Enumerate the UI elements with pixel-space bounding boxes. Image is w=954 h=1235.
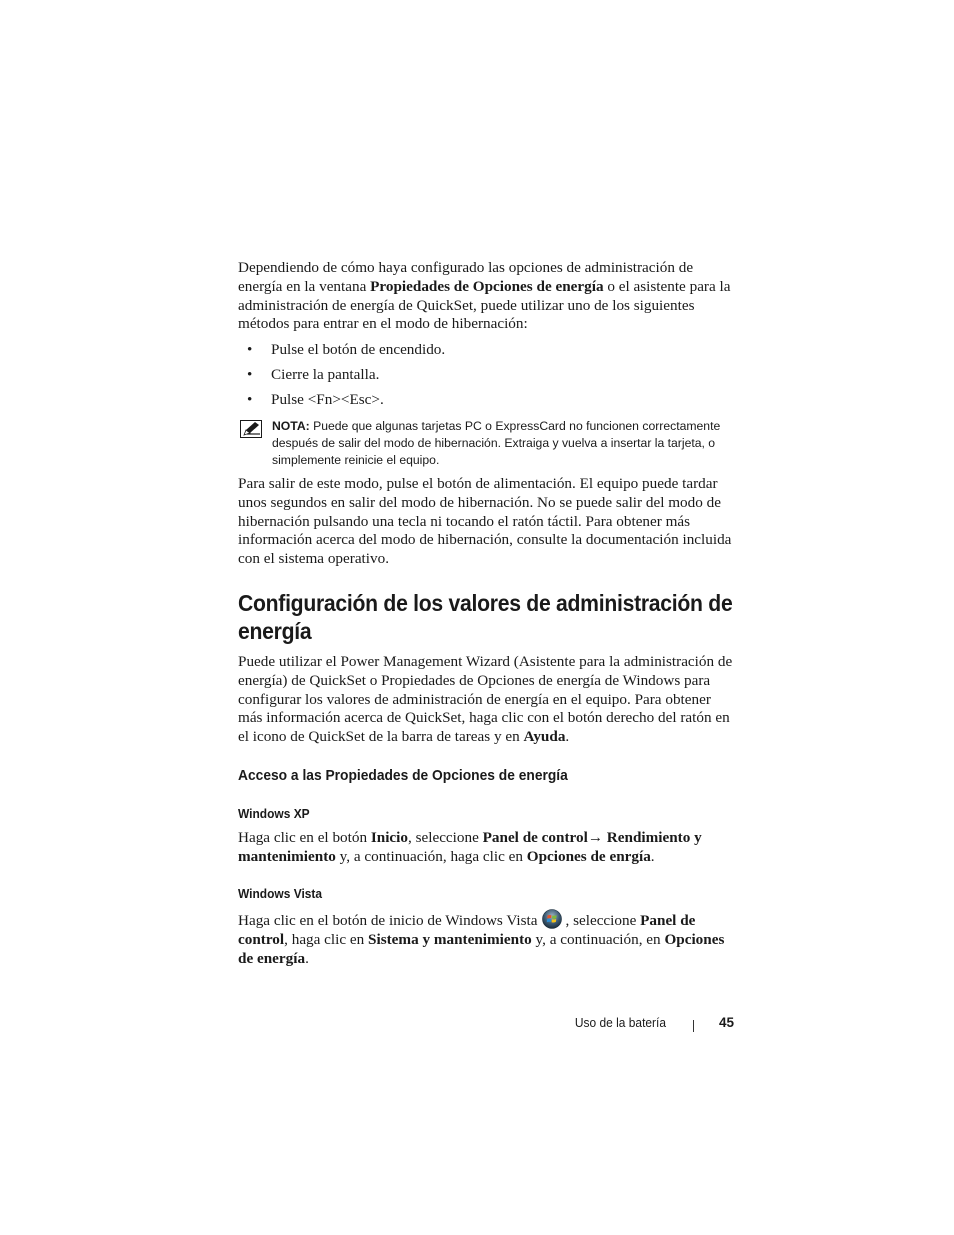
note-text: NOTA: Puede que algunas tarjetas PC o ExpressCard no funcionen correctamente después de salir del modo de hibernación. Extraiga y vuelva a insertar la tarjeta, o simplemente reinicie el equipo. [272, 419, 721, 467]
footer-section-name: Uso de la batería [574, 1015, 666, 1030]
exit-hibernate-paragraph: Para salir de este modo, pulse el botón de alimentación. El equipo puede tardar unos segundos en salir del modo de hibernación. No se puede salir del modo de hibernación pulsando una tecla ni tocando el ratón táctil. Para obtener más información acerca del modo de hibernación, consulte la documentación incluida con el sistema operativo. [238, 475, 732, 568]
section-title: Configuración de los valores de administración de energía [238, 590, 733, 644]
power-options-window-name: Propiedades de Opciones de energía [370, 277, 604, 295]
windows-xp-instructions: Haga clic en el botón Inicio, seleccione Panel de control→ Rendimiento y mantenimiento y, a continuación, haga clic en Opciones de enrgía. [238, 829, 702, 865]
footer-divider [693, 1020, 694, 1032]
page-footer [238, 1015, 738, 1035]
section-paragraph: Puede utilizar el Power Management Wizard (Asistente para la administración de energía) de QuickSet o Propiedades de Opciones de energía de Windows para configurar los valores de administración de energía en el equipo. Para obtener más información acerca de QuickSet, haga clic con el botón derecho del ratón en el icono de QuickSet de la barra de tareas y en Ayuda. [238, 653, 733, 746]
note-label: NOTA: [272, 419, 310, 433]
list-item: • Cierre la pantalla. [247, 366, 380, 383]
page-number: 45 [718, 1015, 734, 1030]
windows-vista-instructions: Haga clic en el botón de inicio de Windows Vista , seleccione Panel de control, haga clic en Sistema y mantenimiento y, a continuación, en Opciones de energía. [238, 909, 738, 968]
windows-vista-start-icon [542, 909, 562, 929]
intro-paragraph: Dependiendo de cómo haya configurado las opciones de administración de energía en la ventana Propiedades de Opciones de energía o el asistente para la administración de energía de QuickSet, puede utilizar uno de los siguientes métodos para entrar en el modo de hibernación: [238, 259, 731, 333]
subsection-title: Acceso a las Propiedades de Opciones de energía [238, 767, 568, 784]
windows-vista-heading: Windows Vista [238, 886, 323, 901]
hibernate-methods-list [238, 341, 738, 416]
arrow-icon: → [587, 829, 603, 846]
list-item: • Pulse el botón de encendido. [247, 341, 446, 358]
windows-xp-heading: Windows XP [238, 806, 310, 821]
list-item: • Pulse <Fn><Esc>. [247, 391, 384, 408]
note-pencil-icon [240, 420, 262, 438]
